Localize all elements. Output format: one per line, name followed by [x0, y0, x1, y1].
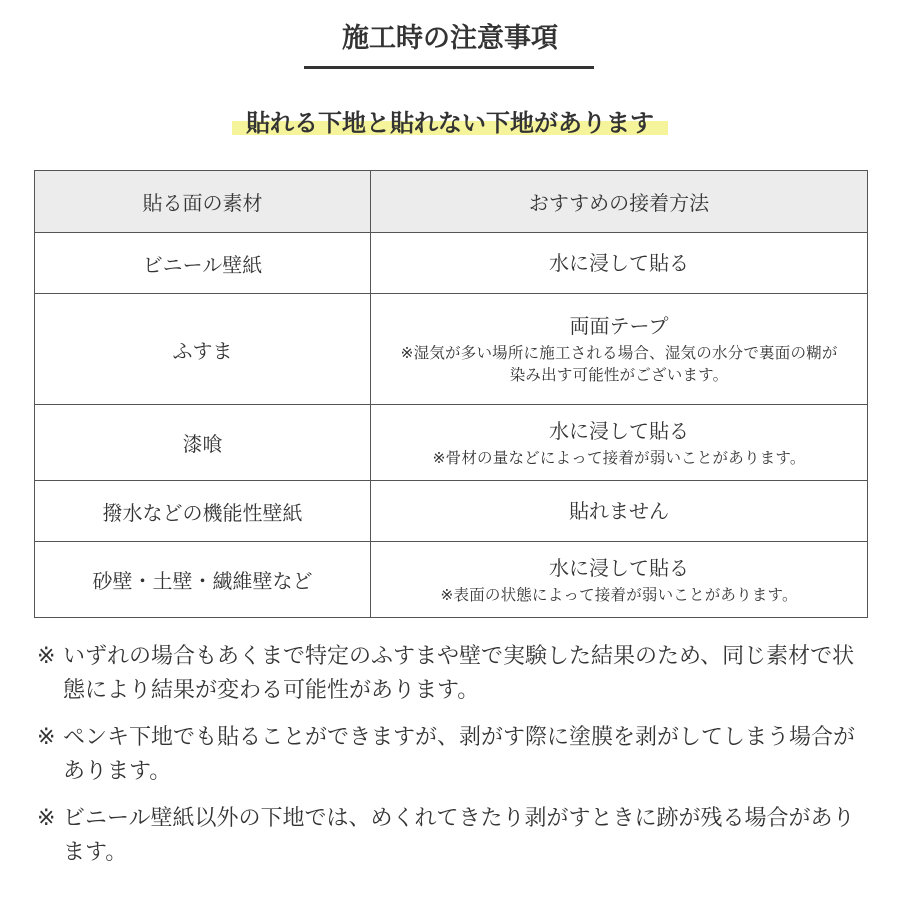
page-title: 施工時の注意事項 [342, 23, 558, 54]
method-note: ※湿気が多い場所に施工される場合、湿気の水分で裏面の糊が染み出す可能性がございます。 [400, 344, 838, 384]
footnote-text: ビニール壁紙以外の下地では、めくれてきたり剥がすときに跡が残る場合があります。 [63, 806, 855, 865]
footnote-item [37, 802, 872, 870]
material-cell: 砂壁・土壁・繊維壁など [35, 542, 371, 618]
reference-mark: ※ [37, 725, 56, 750]
reference-mark: ※ [37, 644, 56, 669]
reference-mark: ※ [37, 806, 56, 831]
table-row [35, 405, 868, 481]
table-row [35, 481, 868, 542]
footnote-item [37, 640, 872, 708]
footnote-item [37, 721, 872, 789]
method-text: 両面テープ [569, 314, 669, 338]
method-text: 貼れません [569, 499, 669, 523]
method-cell [371, 481, 868, 542]
table-row [35, 294, 868, 405]
footnote-text: ペンキ下地でも貼ることができますが、剥がす際に塗膜を剥がしてしまう場合があります。 [63, 725, 856, 784]
table-row [35, 542, 868, 618]
materials-table [34, 170, 868, 618]
material-cell: 撥水などの機能性壁紙 [35, 481, 371, 542]
method-cell [371, 542, 868, 618]
table-row [35, 233, 868, 294]
method-note: ※骨材の量などによって接着が弱いことがあります。 [432, 448, 806, 467]
footnotes [37, 640, 872, 883]
title-underline [304, 66, 594, 69]
subtitle-highlight: 貼れる下地と貼れない下地があります [232, 103, 668, 138]
header-method: おすすめの接着方法 [371, 171, 868, 233]
footnote-text: いずれの場合もあくまで特定のふすまや壁で実験した結果のため、同じ素材で状態により結果が変わる可能性があります。 [63, 644, 855, 703]
method-cell [371, 294, 868, 405]
method-note: ※表面の状態によって接着が弱いことがあります。 [440, 585, 798, 604]
method-cell [371, 405, 868, 481]
material-cell: ふすま [35, 294, 371, 405]
material-cell: 漆喰 [35, 405, 371, 481]
material-cell: ビニール壁紙 [35, 233, 371, 294]
method-text: 水に浸して貼る [549, 251, 689, 275]
header-material: 貼る面の素材 [35, 171, 371, 233]
method-text: 水に浸して貼る [549, 418, 689, 443]
table-header-row [35, 171, 868, 233]
method-cell [371, 233, 868, 294]
method-text: 水に浸して貼る [549, 555, 689, 580]
subtitle-wrap [0, 103, 900, 138]
